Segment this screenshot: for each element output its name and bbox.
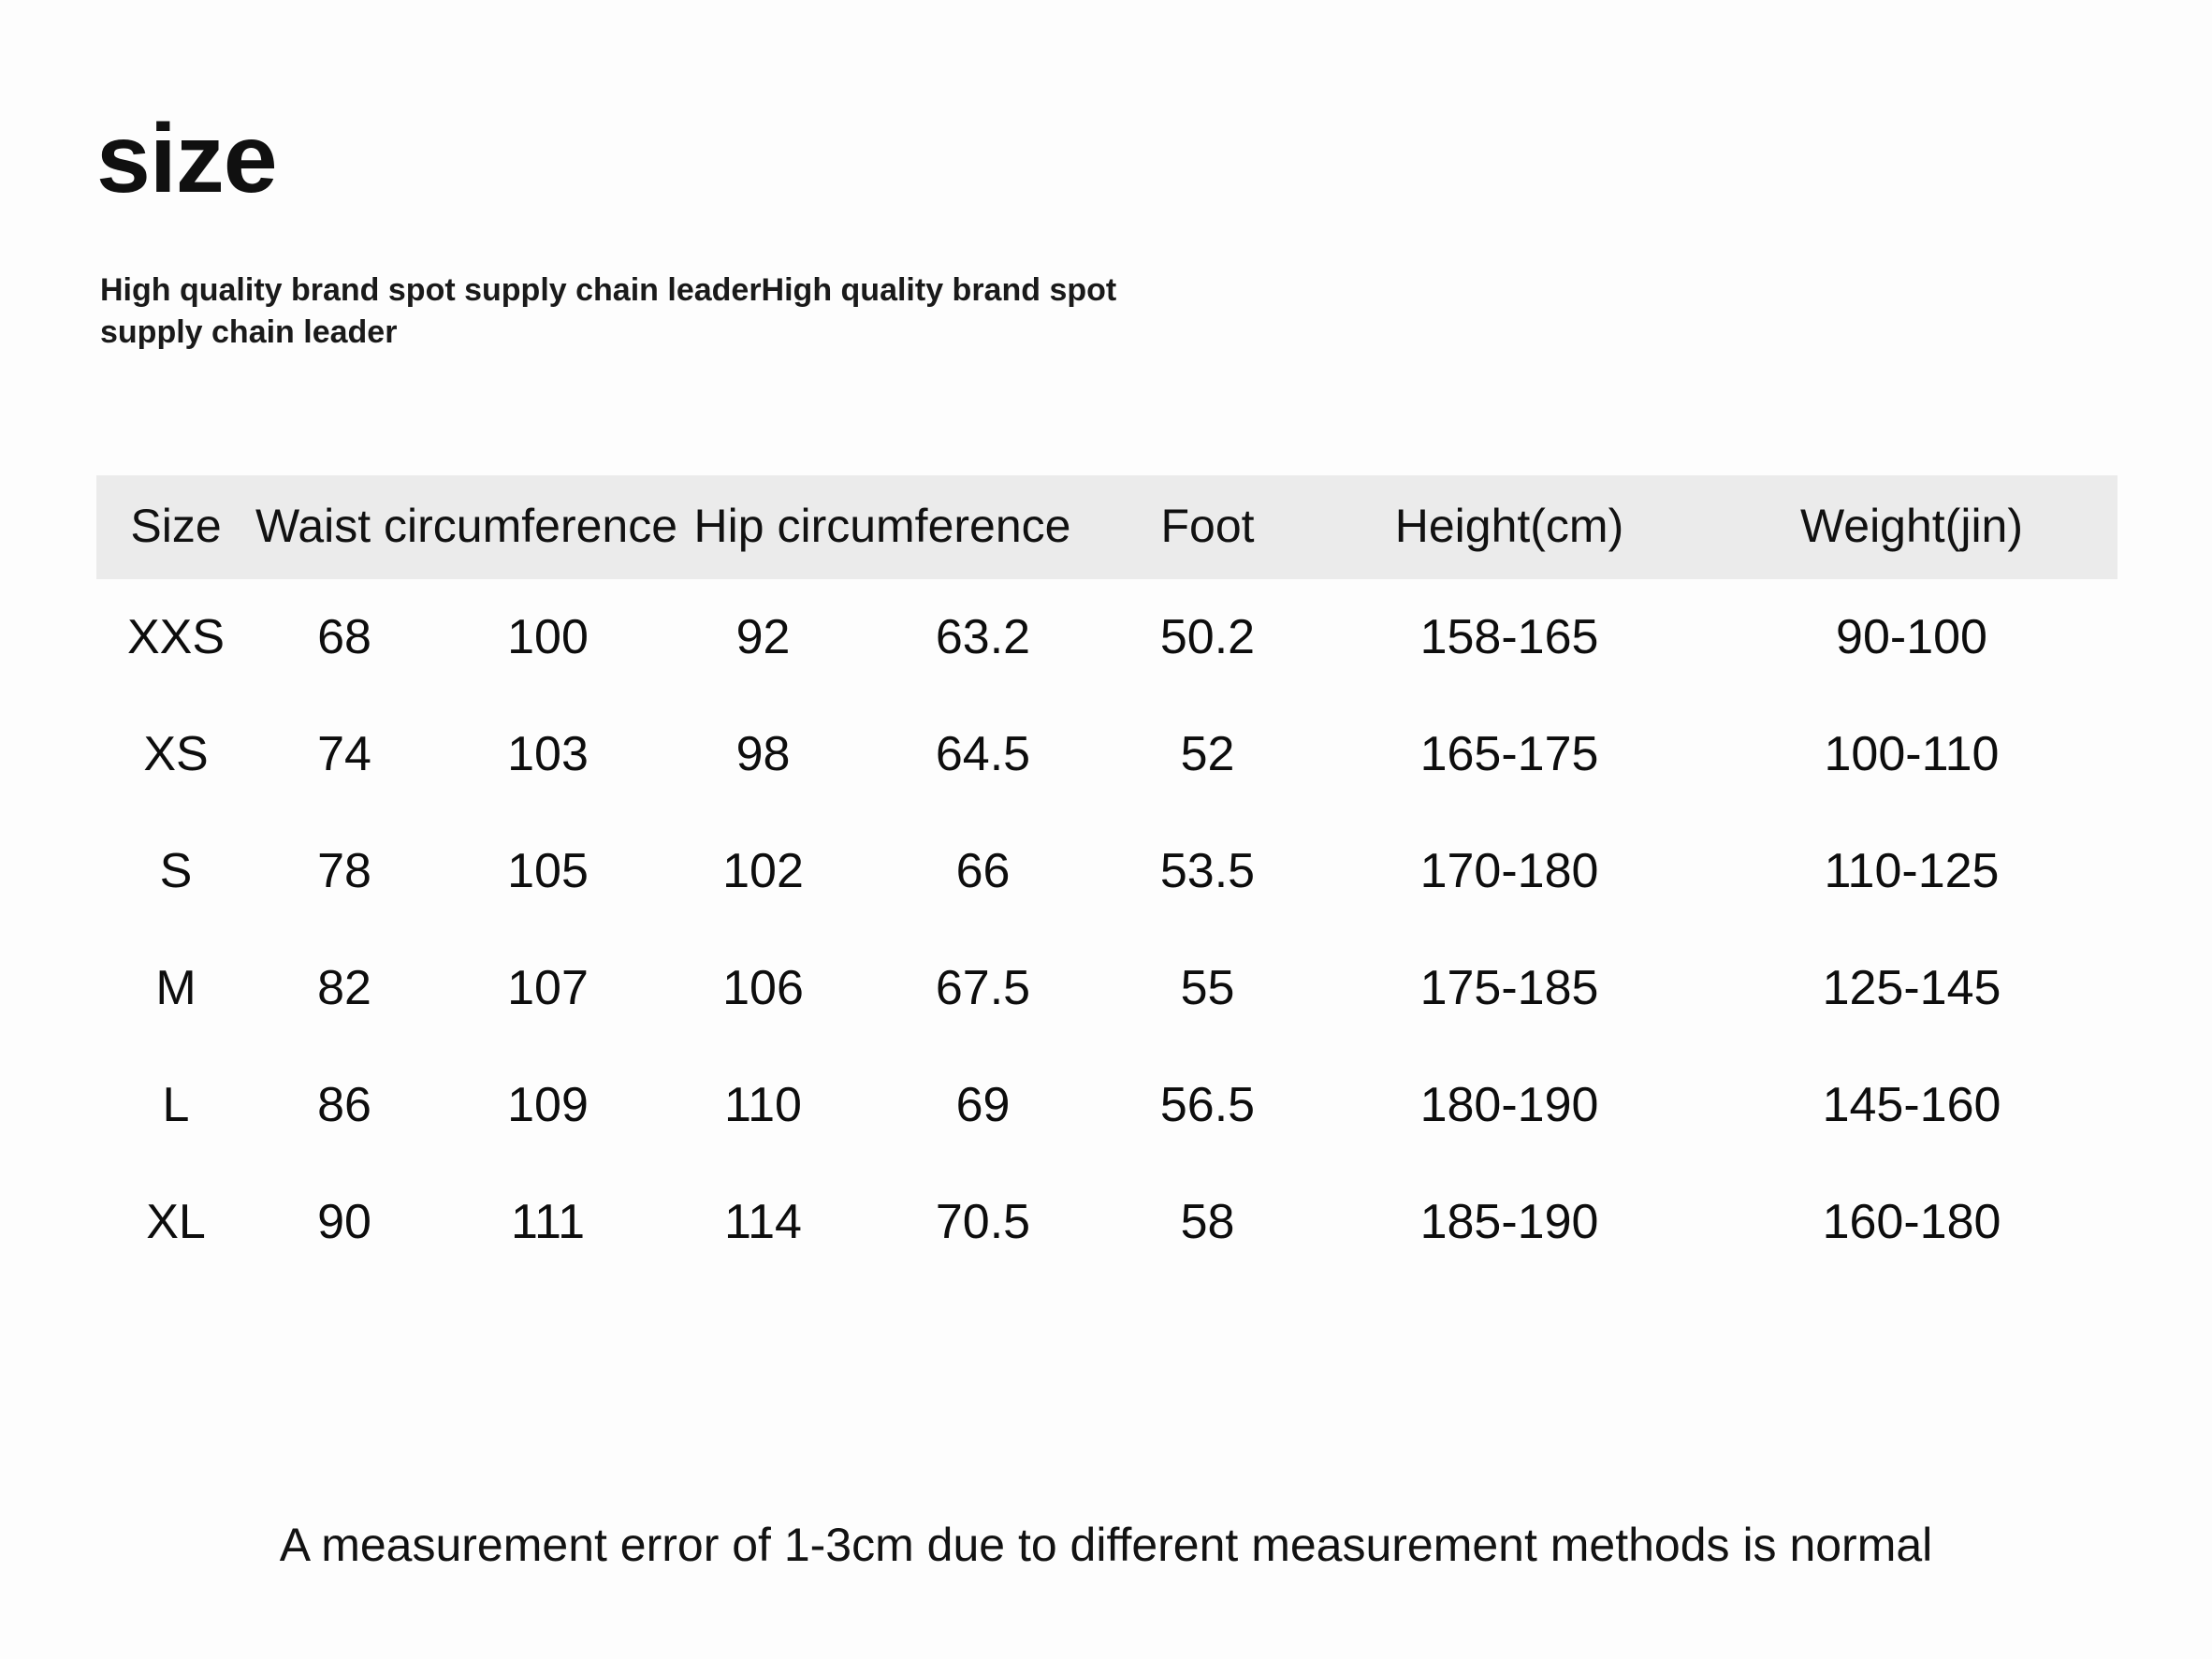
column-header-height: Height(cm) xyxy=(1394,500,1624,552)
table-row xyxy=(96,813,2117,930)
cell-size: M xyxy=(155,961,196,1015)
cell-size: XS xyxy=(143,727,209,781)
cell-hip-2: 63.2 xyxy=(935,610,1031,664)
cell-hip-1: 110 xyxy=(724,1078,802,1132)
cell-hip-2: 66 xyxy=(955,844,1011,898)
table-body xyxy=(96,579,2117,1281)
page-subtitle: High quality brand spot supply chain leaderHigh quality brand spot supply chain leader xyxy=(100,272,1117,350)
cell-foot: 55 xyxy=(1180,961,1235,1015)
table-row xyxy=(96,930,2117,1047)
cell-waist-1: 90 xyxy=(317,1195,371,1249)
cell-height: 180-190 xyxy=(1419,1078,1599,1132)
measurement-footnote: A measurement error of 1-3cm due to different measurement methods is normal xyxy=(279,1519,1933,1571)
cell-height: 158-165 xyxy=(1419,610,1599,664)
cell-weight: 125-145 xyxy=(1822,961,2001,1015)
column-header-waist-circumference: Waist circumference xyxy=(255,500,678,552)
column-header-hip-circumference: Hip circumference xyxy=(693,500,1071,552)
cell-hip-2: 67.5 xyxy=(935,961,1031,1015)
column-header-size: Size xyxy=(130,500,222,552)
cell-weight: 90-100 xyxy=(1836,610,1987,664)
cell-size: XXS xyxy=(126,610,226,664)
cell-hip-1: 92 xyxy=(735,610,791,664)
cell-hip-1: 98 xyxy=(735,727,791,781)
cell-hip-2: 70.5 xyxy=(935,1195,1031,1249)
table-row xyxy=(96,696,2117,813)
cell-weight: 110-125 xyxy=(1824,844,2000,898)
column-header-weight: Weight(jin) xyxy=(1799,500,2024,552)
cell-waist-2: 109 xyxy=(507,1078,589,1132)
cell-hip-1: 106 xyxy=(722,961,804,1015)
cell-foot: 56.5 xyxy=(1159,1078,1256,1132)
cell-weight: 100-110 xyxy=(1824,727,2000,781)
column-header-foot: Foot xyxy=(1160,500,1255,552)
cell-height: 185-190 xyxy=(1419,1195,1599,1249)
table-row xyxy=(96,579,2117,696)
cell-height: 165-175 xyxy=(1419,727,1599,781)
cell-waist-1: 82 xyxy=(317,961,371,1015)
table-header-row xyxy=(96,475,2117,579)
cell-waist-1: 78 xyxy=(317,844,371,898)
cell-waist-2: 107 xyxy=(507,961,589,1015)
cell-weight: 160-180 xyxy=(1822,1195,2001,1249)
cell-waist-1: 68 xyxy=(317,610,371,664)
cell-foot: 50.2 xyxy=(1159,610,1256,664)
cell-waist-2: 100 xyxy=(507,610,589,664)
table-row xyxy=(96,1047,2117,1164)
cell-height: 175-185 xyxy=(1419,961,1599,1015)
table-header xyxy=(96,475,2117,579)
cell-hip-2: 64.5 xyxy=(935,727,1031,781)
cell-size: S xyxy=(159,844,193,898)
cell-size: XL xyxy=(146,1195,206,1249)
table-row xyxy=(96,1164,2117,1281)
cell-waist-2: 111 xyxy=(510,1195,586,1249)
cell-weight: 145-160 xyxy=(1822,1078,2001,1132)
page-title: size xyxy=(96,105,277,213)
cell-waist-1: 74 xyxy=(317,727,371,781)
cell-waist-2: 105 xyxy=(507,844,589,898)
cell-foot: 53.5 xyxy=(1159,844,1256,898)
cell-height: 170-180 xyxy=(1419,844,1599,898)
cell-hip-1: 102 xyxy=(722,844,804,898)
size-table xyxy=(96,475,2117,1281)
size-table-container xyxy=(96,475,2117,1281)
cell-waist-1: 86 xyxy=(317,1078,371,1132)
cell-foot: 58 xyxy=(1180,1195,1235,1249)
cell-foot: 52 xyxy=(1180,727,1235,781)
cell-hip-2: 69 xyxy=(955,1078,1011,1132)
cell-waist-2: 103 xyxy=(507,727,589,781)
cell-hip-1: 114 xyxy=(724,1195,802,1249)
cell-size: L xyxy=(162,1078,190,1132)
